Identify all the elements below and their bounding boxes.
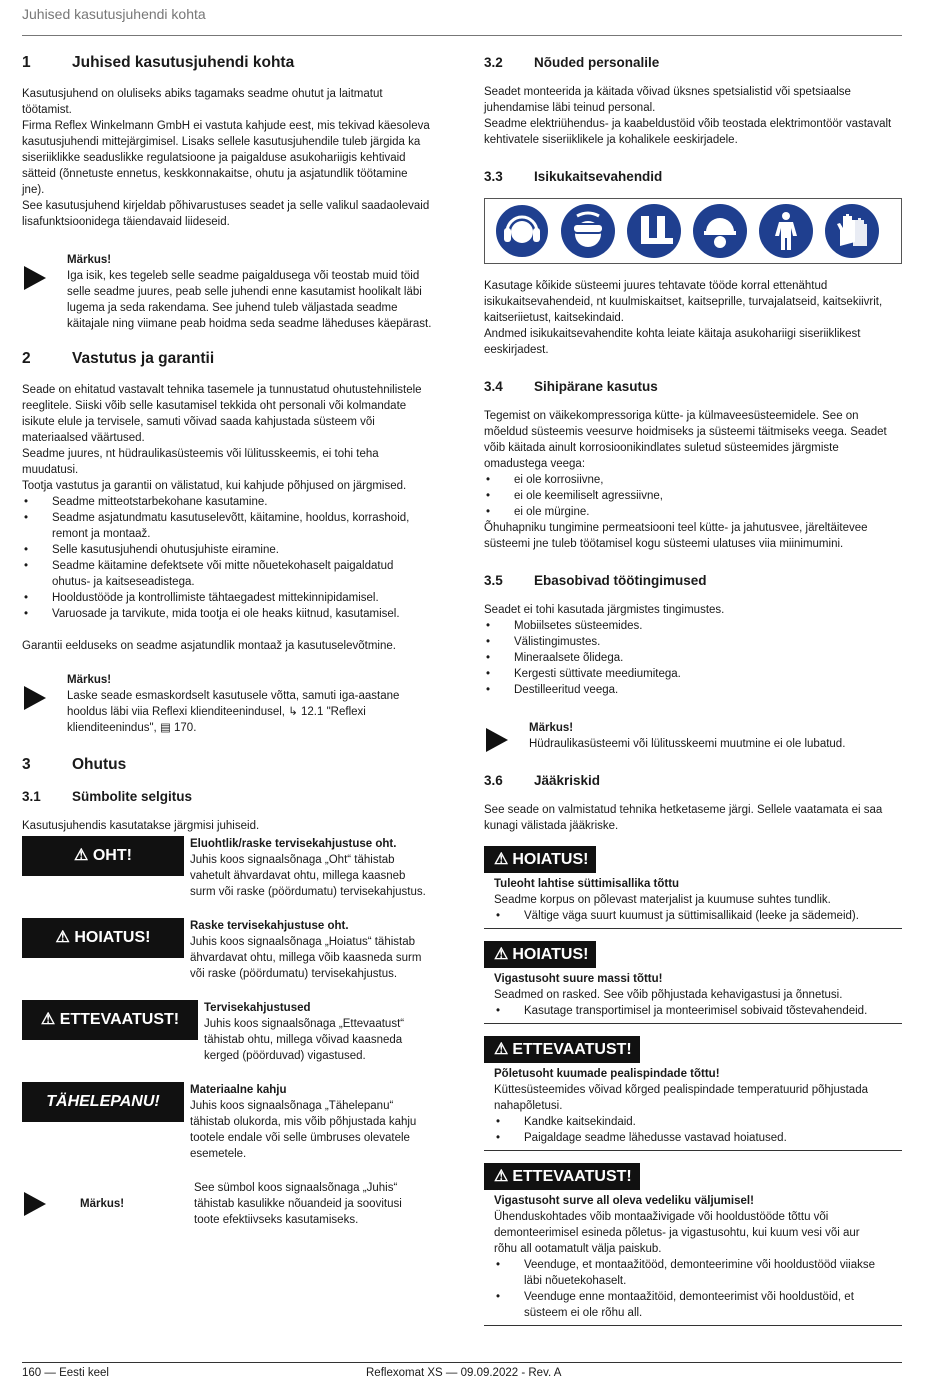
section-3-3-heading: 3.3 Isikukaitsevahendid [484, 169, 663, 184]
section-3-1-heading: 3.1 Sümbolite selgitus [22, 789, 193, 804]
list-item: • Varuosade ja tarvikute, mida tootja ei ole heaks kiitnud, kasutamisel. [22, 606, 437, 622]
warning-triangle-icon: ⚠ [494, 945, 509, 963]
protective-clothing-icon [757, 202, 815, 260]
list-item: • Hooldustööde ja kontrollimiste tähtaegadest mittekinnipidamisel. [22, 590, 437, 606]
list-item: • ei ole mürgine. [484, 504, 902, 520]
section-2-heading: 2 Vastutus ja garantii [22, 350, 215, 367]
warning-badge: ⚠ HOIATUS! [484, 941, 596, 968]
list-item: • ei ole korrosiivne, [484, 472, 902, 488]
warning-triangle-icon: ⚠ [494, 1167, 509, 1185]
signal-juhis: Märkus! See sümbol koos signaalsõnaga „Juhis“ tähistab kasulikke nõuandeid ja soovitusi toote efektiivseks kasutamiseks. [22, 1180, 437, 1228]
warning-triangle-icon: ⚠ [74, 847, 89, 864]
warning-pressure: ⚠ ETTEVAATUST! Vigastusoht surve all oleva vedeliku väljumisel! Ühenduskohtades võib montaaživigade või hooldustööde tõttu või demonteerimisel esineda põletus- ja vigastusohtu, kui kuum vesi või aur rõhu all ootamatult välja paiskub. • Veenduge, et montaažitööd, demonteerimine või hooldustööd viiakse läbi nõuetekohaselt. • Veenduge enne montaažitöid, demonteerimist või hooldustöid, et süsteem ei ole rõhu all. [484, 1163, 902, 1326]
section-3-1-intro: Kasutusjuhendis kasutatakse järgmisi juhiseid. [22, 820, 260, 832]
signal-ettevaatust: ⚠ ETTEVAATUST! Tervisekahjustused Juhis koos signaalsõnaga „Ettevaatust“ tähistab ohtu, millega võivad kaasneda kerged (pöörduvad) vigastused. [22, 1000, 437, 1064]
section-1-heading: 1 Juhised kasutusjuhendi kohta [22, 54, 295, 71]
list-item: • Seadme asjatundmatu kasutuselevõtt, käitamine, hooldus, korrashoid, remont ja montaaž. [22, 510, 437, 542]
list-item: • Seadme mitteotstarbekohane kasutamine. [22, 494, 437, 510]
warning-burn: ⚠ ETTEVAATUST! Põletusoht kuumade pealispindade tõttu! Küttesüsteemides võivad kõrged pealispindade temperatuurid põhjustada nahapõletusi. • Kandke kaitsekindaid. • Paigaldage seadme lähedusse vastavad hoiatused. [484, 1036, 902, 1151]
signal-badge: ⚠ OHT! [22, 836, 184, 876]
signal-oht: ⚠ OHT! Eluohtlik/raske tervisekahjustuse oht. Juhis koos signaalsõnaga „Oht“ tähistab vahetult ähvardavat ohtu, millega kaasneb surm või raske (pöördumatu) tervisekahjustus. [22, 836, 437, 900]
signal-badge: TÄHELEPANU! [22, 1082, 184, 1122]
section-2-text: Seade on ehitatud vastavalt tehnika tasemele ja tunnustatud ohutustehnilistele reeglitele. Siiski võib selle kasutamisel tekkida oht personali või kolmandate isikute elule ja tervisele, samuti võivad saada kahjustada süsteem või materiaalsed väärtused. Seadme juures, nt hüdraulikasüsteemis või lülitusskeemis, ei tohi teha muudatusi. Tootja vastutus ja garantii on välistatud, kui kahjude põhjused on järgmised. • Seadme mitteotstarbekohane kasutamine. • Seadme asjatundmatu kasutuselevõtt, käitamine, hooldus, korrashoid, remont ja montaaž. • Selle kasutusjuhendi ohutusjuhiste eiramine. • Seadme käitamine defektsete või mitte nõuetekohaselt paigaldatud ohutus- ja kaitseseadistega. • Hooldustööde ja kontrollimiste tähtaegadest mittekinnipidamisel. • Varuosade ja tarvikute, mida tootja ei ole heaks kiitnud, kasutamisel. Garantii eelduseks on seadme asjatundlik montaaž ja kasutuselevõtmine. [22, 382, 437, 654]
warning-fire: ⚠ HOIATUS! Tuleoht lahtise süttimisallika tõttu Seadme korpus on põlevast materjalist ja kuumuse suhtes tundlik. • Vältige väga suurt kuumust ja süttimisallikaid (leeke ja sädemeid). [484, 846, 902, 929]
signal-badge: ⚠ ETTEVAATUST! [22, 1000, 198, 1040]
list-item: • Kandke kaitsekindaid. [494, 1114, 902, 1130]
note-2: Märkus! Laske seade esmaskordselt kasutusele võtta, samuti iga-aastane hooldus läbi viia Reflexi klienditeenindusel, ↳ 12.1 "Reflexi klienditeenindus", ▤ 170. [22, 672, 437, 736]
footer-page-info: 160 — Eesti keel [22, 1367, 109, 1379]
footer-rule [22, 1362, 902, 1363]
header-rule [22, 35, 902, 36]
section-1-text: Kasutusjuhend on oluliseks abiks tagamaks seadme ohutut ja laitmatut töötamist. Firma Reflex Winkelmann GmbH ei vastuta kahjude eest, mis tekivad käesoleva kasutusjuhendi mittejärgimisel. Lisaks sellele kasutusjuhendile tuleb järgida ka siseriiklikke seaduslikke regulatsioone ja paigalduse asukohariigis kehtivaid sätteid (õnnetuste ennetus, keskkonnakaitse, ohutu ja asjatundlik töötamine jne). See kasutusjuhend kirjeldab põhivarustuses seadet ja selle valikul saadaolevaid lisafunktsioonidega täiendavaid liideseid. [22, 88, 430, 228]
footer-document-info: Reflexomat XS — 09.09.2022 - Rev. A [366, 1367, 562, 1379]
list-item: • Kergesti süttivate meediumitega. [484, 666, 902, 682]
section-3-5-heading: 3.5 Ebasobivad töötingimused [484, 573, 707, 588]
note-arrow-icon [484, 726, 510, 754]
section-3-6-text: See seade on valmistatud tehnika hetketaseme järgi. Sellele vaatamata ei saa kunagi välistada jääkriske. [484, 804, 883, 832]
goggles-icon [559, 202, 617, 260]
left-column [22, 46, 437, 1246]
warning-badge: ⚠ HOIATUS! [484, 846, 596, 873]
warning-triangle-icon: ⚠ [494, 1040, 509, 1058]
note-arrow-icon [22, 684, 48, 712]
section-3-3-text: Kasutage kõikide süsteemi juures tehtavate tööde korral ettenähtud isikukaitsevahendeid, nt kuulmiskaitset, kaitseprille, turvajalatseid, kaitsekiivrit, kaitseriietust, kaitsekindaid. Andmed isikukaitsevahendite kohta leiate käitaja asukohariigi siseriiklikest eeskirjadest. [484, 280, 883, 356]
signal-tahelepanu: TÄHELEPANU! Materiaalne kahju Juhis koos signaalsõnaga „Tähelepanu“ tähistab olukorda, mis võib põhjustada kahju tootele endale või selle ümbruses olevatele esemetele. [22, 1082, 437, 1162]
list-item: • Vältige väga suurt kuumust ja süttimisallikaid (leeke ja sädemeid). [494, 908, 902, 924]
list-item: • Paigaldage seadme lähedusse vastavad hoiatused. [494, 1130, 902, 1146]
liability-list [22, 494, 437, 622]
warning-badge: ⚠ ETTEVAATUST! [484, 1036, 640, 1063]
list-item: • Veenduge, et montaažitööd, demonteerimine või hooldustööd viiakse läbi nõuetekohaselt. [494, 1257, 902, 1289]
note-3: Märkus! Hüdraulikasüsteemi või lülitusskeemi muutmine ei ole lubatud. [484, 720, 902, 754]
warning-badge: ⚠ ETTEVAATUST! [484, 1163, 640, 1190]
section-3-2-heading: 3.2 Nõuded personalile [484, 55, 660, 70]
warning-weight: ⚠ HOIATUS! Vigastusoht suure massi tõttu! Seadmed on rasked. See võib põhjustada kehavigastusi ja õnnetusi. • Kasutage transportimisel ja monteerimisel sobivaid tõstevahendeid. [484, 941, 902, 1024]
list-item: • Destilleeritud veega. [484, 682, 902, 698]
list-item: • ei ole keemiliselt agressiivne, [484, 488, 902, 504]
section-3-4-text: Tegemist on väikekompressoriga kütte- ja külmaveesüsteemidele. See on mõeldud süsteemis veesurve hoidmiseks ja süsteemi täitmiseks veega. Seadet võib käitada ainult korrosioonikindlates suletud süsteemides järgmiste omadustega veega: • ei ole korrosiivne, • ei ole keemiliselt agressiivne, • ei ole mürgine. Õhuhapniku tungimine permeatsiooni teel kütte- ja jahutusvee, järeltäitevee süsteemi jne tuleb töötamisel kogu süsteemi ulatuses viia miinimumini. [484, 408, 902, 552]
signal-hoiatus: ⚠ HOIATUS! Raske tervisekahjustuse oht. Juhis koos signaalsõnaga „Hoiatus“ tähistab ähvardavat ohtu, millega võib kaasneda surm või raske (pöördumatu) tervisekahjustus. [22, 918, 437, 982]
list-item: • Mineraalsete õlidega. [484, 650, 902, 666]
warning-triangle-icon: ⚠ [55, 929, 70, 946]
list-item: • Kasutage transportimisel ja monteerimisel sobivaid tõstevahendeid. [494, 1003, 902, 1019]
safety-boots-icon [625, 202, 683, 260]
section-3-heading: 3 Ohutus [22, 756, 127, 773]
right-column [484, 46, 902, 1338]
section-3-5-text: Seadet ei tohi kasutada järgmistes tingimustes. • Mobiilsetes süsteemides. • Välistingimustes. • Mineraalsete õlidega. • Kergesti süttivate meediumitega. • Destilleeritud veega. [484, 602, 902, 698]
ppe-icons [484, 198, 902, 264]
page-header: Juhised kasutusjuhendi kohta [22, 6, 206, 22]
signal-badge: ⚠ HOIATUS! [22, 918, 184, 958]
note-1: Märkus! Iga isik, kes tegeleb selle seadme paigaldusega või teostab muid töid selle seadme juures, peab selle juhendi enne kasutamist hoolikalt läbi lugema ja seda rakendama. See juhend tuleb väljastada seadme käitajale ning viimane peab hoidma seda seadme läheduses käepärast. [22, 252, 437, 332]
list-item: • Välistingimustes. [484, 634, 902, 650]
list-item: • Seadme käitamine defektsete või mitte nõuetekohaselt paigaldatud ohutus- ja kaitseseadistega. [22, 558, 437, 590]
helmet-icon [691, 202, 749, 260]
section-3-4-heading: 3.4 Sihipärane kasutus [484, 379, 658, 394]
section-3-2-text: Seadet monteerida ja käitada võivad üksnes spetsialistid või spetsiaalse juhendamise läbi teinud personal. Seadme elektriühendus- ja kaabeldustöid võib teostada elektrimontöör vastavalt kehtivatele siseriiklikele ja kohalikele eeskirjadele. [484, 86, 892, 146]
section-3-6-heading: 3.6 Jääkriskid [484, 773, 601, 788]
list-item: • Selle kasutusjuhendi ohutusjuhiste eiramine. [22, 542, 437, 558]
list-item: • Mobiilsetes süsteemides. [484, 618, 902, 634]
ear-protection-icon [493, 202, 551, 260]
warning-triangle-icon: ⚠ [40, 1011, 56, 1028]
note-arrow-icon [22, 264, 48, 292]
list-item: • Veenduge enne montaažitöid, demonteerimist või hooldustöid, et süsteem ei ole rõhu all. [494, 1289, 902, 1321]
warning-triangle-icon: ⚠ [494, 850, 509, 868]
note-arrow-icon [22, 1190, 48, 1218]
gloves-icon [823, 202, 881, 260]
